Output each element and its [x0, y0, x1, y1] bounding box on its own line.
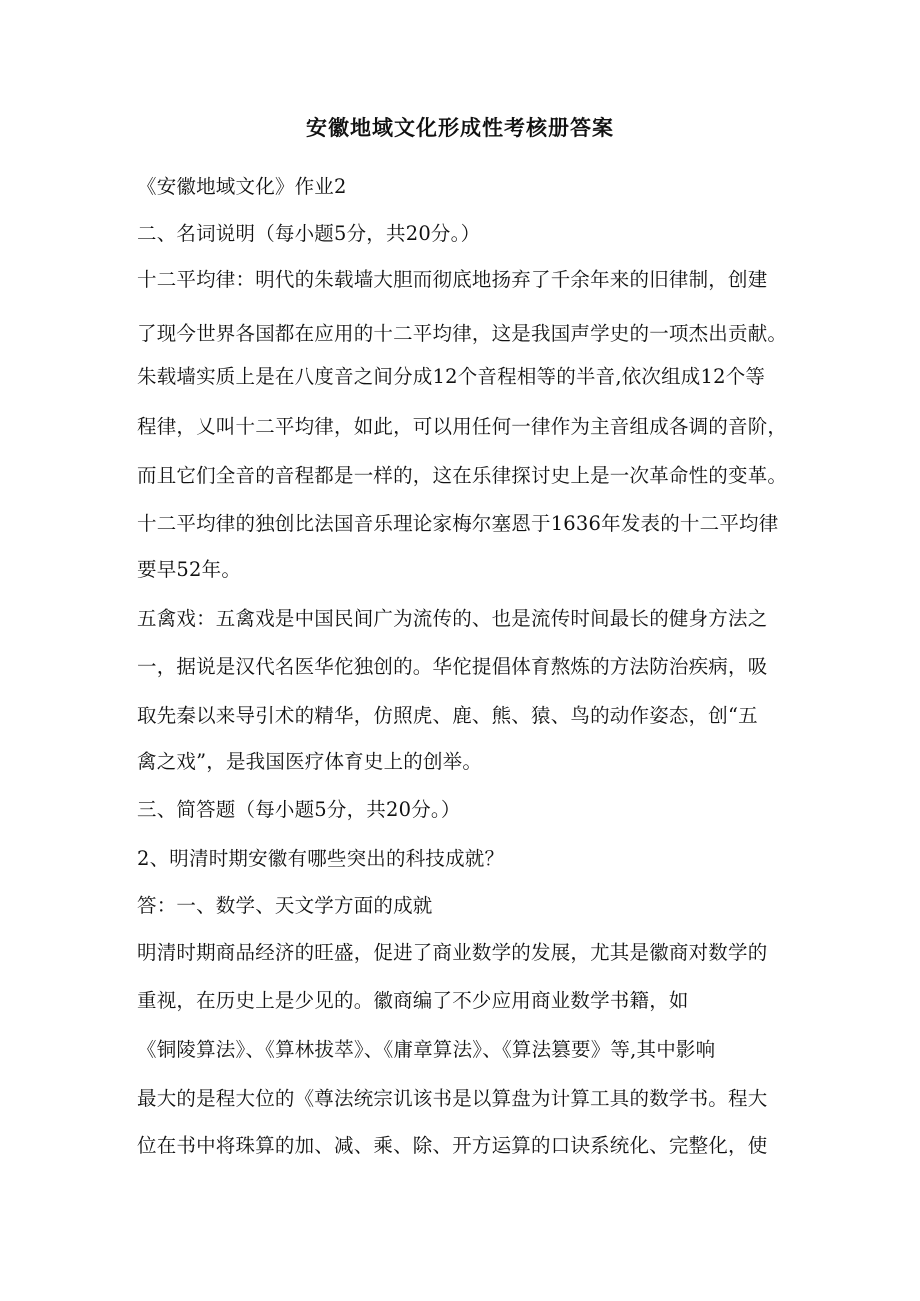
text-line: 而且它们全音的音程都是一样的，这在乐律探讨史上是一次革命性的变革。 [137, 464, 788, 487]
text-line: 位在书中将珠算的加、减、乘、除、开方运算的口诀系统化、完整化，使 [137, 1134, 768, 1157]
text-line: 禽之戏”，是我国医疗体育史上的创举。 [137, 750, 483, 773]
section-heading: 二、名词说明（每小题5分，共20分。） [137, 222, 481, 245]
text-line: 十二平均律的独创比法国音乐理论家梅尔塞恩于1636年发表的十二平均律 [137, 512, 779, 535]
text-line: 程律，乂叫十二平均律，如此，可以用任何一律作为主音组成各调的音阶， [137, 415, 788, 438]
text-line: 重视，在历史上是少见的。徽商编了不少应用商业数学书籍，如 [137, 989, 689, 1012]
text-line: 十二平均律：明代的朱载墙大胆而彻底地扬弃了千余年来的旧律制，创建 [137, 268, 768, 291]
text-line: 了现今世界各国都在应用的十二平均律，这是我国声学史的一项杰出贡献。 [137, 322, 788, 345]
section-heading: 三、简答题（每小题5分，共20分。） [137, 798, 461, 821]
text-line: 《铜陵算法》、《算林拔萃》、《庸章算法》、《算法篡要》等,其中影响 [137, 1038, 716, 1061]
answer-line: 答：一、数学、天文学方面的成就 [137, 894, 433, 917]
text-line: 朱载墙实质上是在八度音之间分成12个音程相等的半音,依次组成12个等 [137, 365, 766, 388]
text-line: 要早52年。 [137, 558, 242, 581]
question-line: 2、明清时期安徽有哪些突出的科技成就？ [137, 847, 505, 870]
text-line: 《安徽地域文化》作业2 [137, 175, 347, 198]
text-line: 取先秦以来导引术的精华，仿照虎、鹿、熊、猿、鸟的动作姿态，创“五 [137, 704, 758, 727]
text-line: 五禽戏：五禽戏是中国民间广为流传的、也是流传时间最长的健身方法之 [137, 607, 768, 630]
text-line: 一，据说是汉代名医华佗独创的。华佗提倡体育熬炼的方法防治疾病，吸 [137, 655, 768, 678]
text-line: 明清时期商品经济的旺盛，促进了商业数学的发展，尤其是徽商对数学的 [137, 941, 768, 964]
document-title: 安徽地域文化形成性考核册答案 [306, 115, 614, 140]
text-line: 最大的是程大位的《尊法统宗讥该书是以算盘为计算工具的数学书。程大 [137, 1087, 768, 1110]
